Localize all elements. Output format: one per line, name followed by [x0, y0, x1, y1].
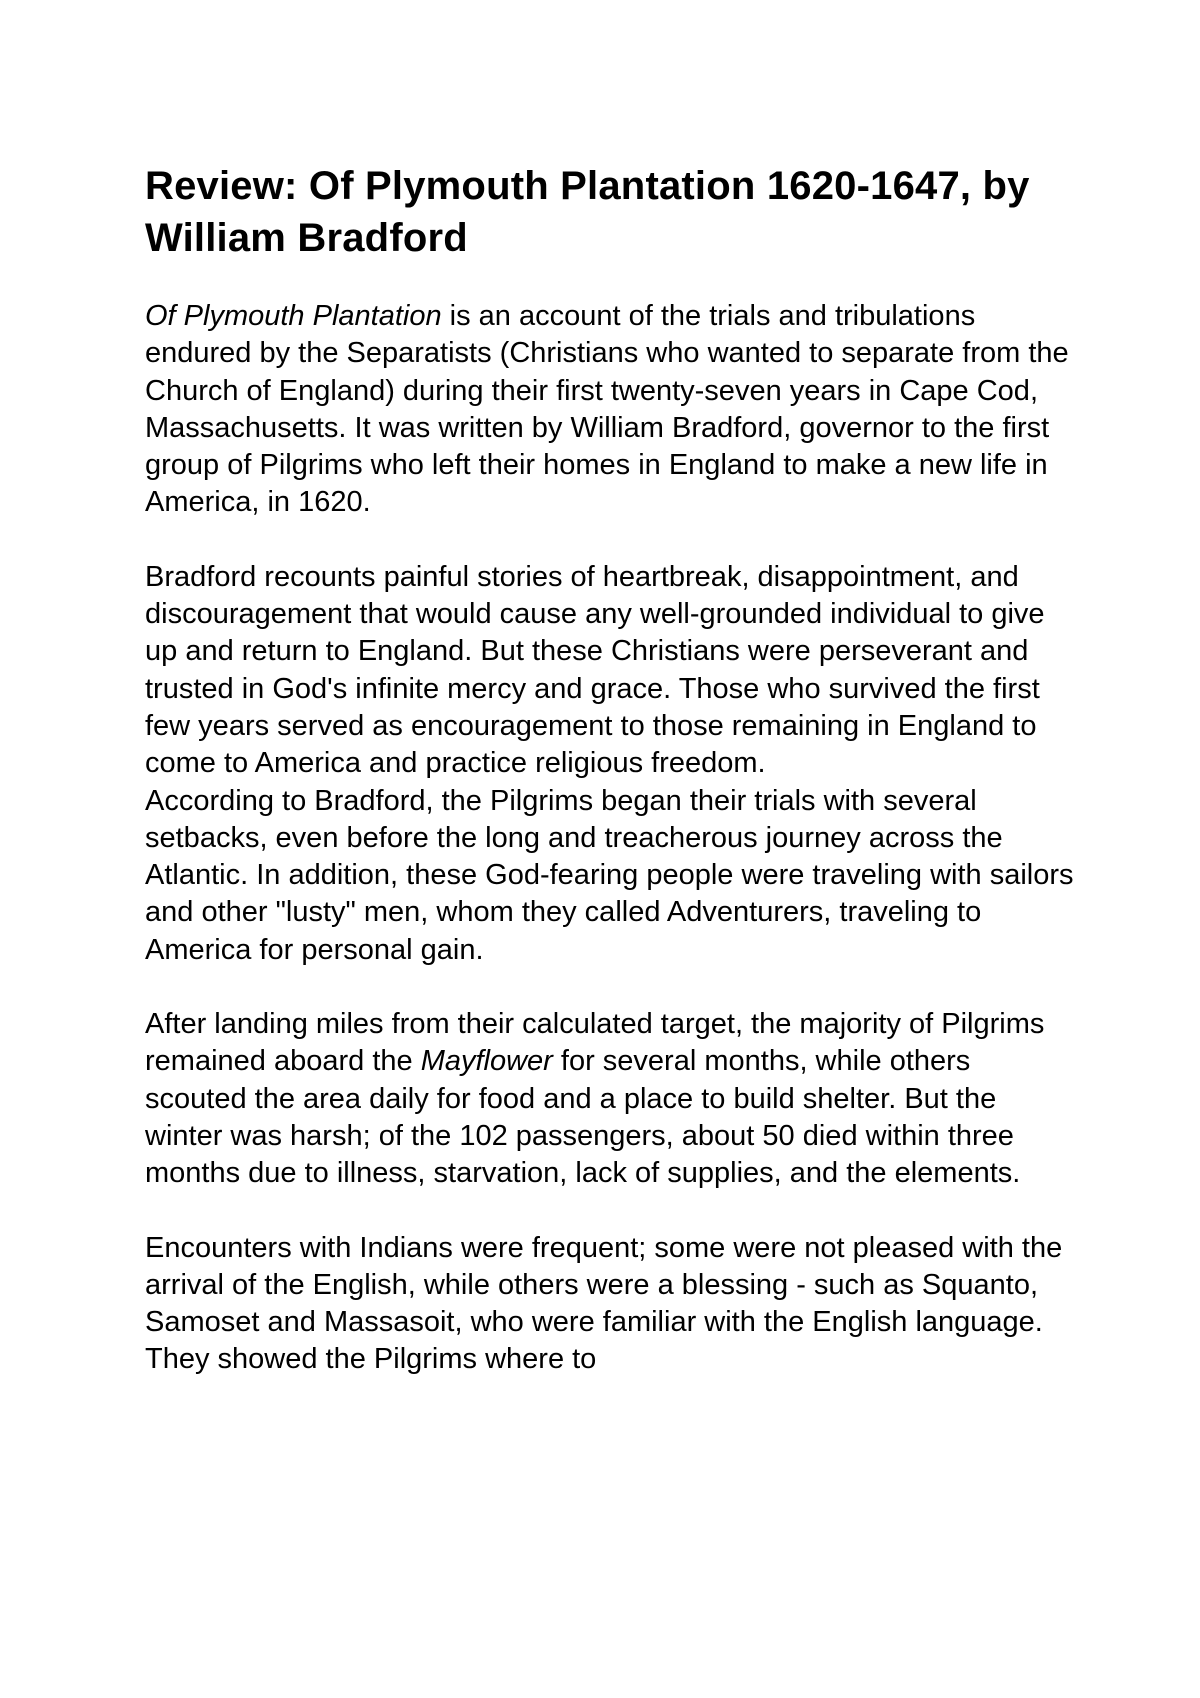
- document-body: [145, 160, 1075, 1379]
- ship-name-italic: Mayflower: [420, 1045, 553, 1078]
- paragraph-1-text: is an account of the trials and tribulations endured by the Separatists (Christians who wanted to separate from the Church of England) during their first twenty-seven years in Cape Cod, Massachusetts. It was written by William Bradford, governor to the first group of Pilgrims who left their homes in England to make a new life in America, in 1620.: [145, 300, 1069, 519]
- paragraph-4: [145, 1006, 1075, 1192]
- document-title: Review: Of Plymouth Plantation 1620-1647, by William Bradford: [145, 164, 1030, 260]
- spacer: [145, 264, 1075, 298]
- spacer: [145, 522, 1075, 559]
- paragraph-3: According to Bradford, the Pilgrims began their trials with several setbacks, even before the long and treacherous journey across the Atlantic. In addition, these God-fearing people were traveling with sailors and other "lusty" men, whom they called Adventurers, traveling to America for personal gain.: [145, 784, 1074, 966]
- spacer: [145, 969, 1075, 1006]
- paragraph-1: [145, 298, 1075, 522]
- spacer: [145, 1193, 1075, 1230]
- paragraph-5: Encounters with Indians were frequent; some were not pleased with the arrival of the English, while others were a blessing - such as Squanto, Samoset and Massasoit, who were familiar with the English language. They showed the Pilgrims where to: [145, 1231, 1063, 1376]
- paragraph-4-text-before: After landing miles from their calculated target, the majority of Pilgrims remained aboard the: [145, 1008, 1045, 1078]
- paragraph-2: Bradford recounts painful stories of heartbreak, disappointment, and discouragement that would cause any well-grounded individual to give up and return to England. But these Christians were perseverant and trusted in God's infinite mercy and grace. Those who survived the first few years served as encouragement to those remaining in England to come to America and practice religious freedom.: [145, 560, 1045, 780]
- paragraph-4-text-after: for several months, while others scouted the area daily for food and a place to build shelter. But the winter was harsh; of the 102 passengers, about 50 died within three months due to illness, starvation, lack of supplies, and the elements.: [145, 1045, 1021, 1190]
- book-title-italic: Of Plymouth Plantation: [145, 300, 442, 332]
